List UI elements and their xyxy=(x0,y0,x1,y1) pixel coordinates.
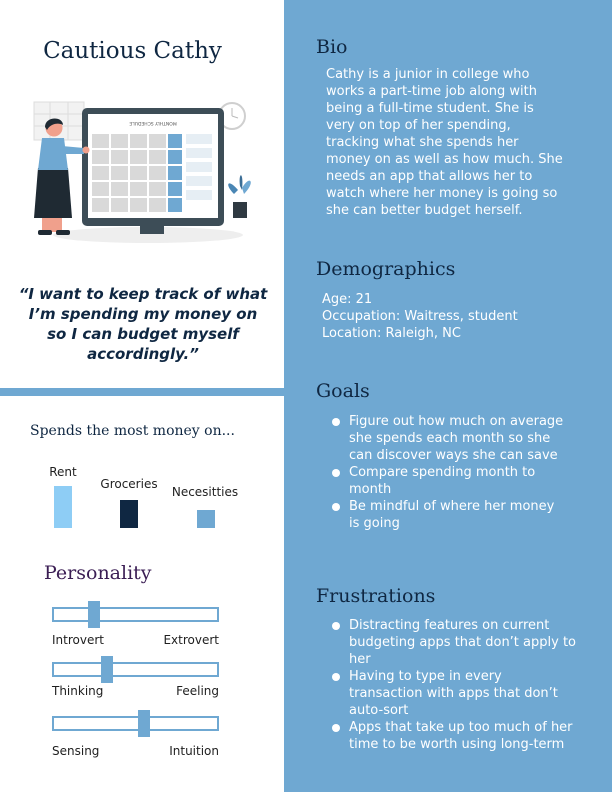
frustration-item: Having to type in every transaction with apps that don’t auto-sort xyxy=(326,668,576,719)
bar-necessities xyxy=(197,510,215,528)
bar-rent xyxy=(54,486,72,528)
demographics-list xyxy=(322,291,592,342)
demographics-location: Location: Raleigh, NC xyxy=(322,326,461,341)
slider-knob xyxy=(138,710,150,737)
calendar-title: MONTHLY SCHEDULE xyxy=(129,120,177,125)
trait-left-label: Sensing xyxy=(52,744,100,758)
persona-name: Cautious Cathy xyxy=(43,38,222,64)
frustrations-title: Frustrations xyxy=(316,585,436,607)
goal-item: Figure out how much on average she spends each month so she can discover ways she can save xyxy=(326,413,566,464)
trait-right-label: Feeling xyxy=(176,684,219,698)
frustrations-list xyxy=(326,617,576,753)
bio-title: Bio xyxy=(316,36,348,58)
goals-title: Goals xyxy=(316,380,370,402)
goals-list xyxy=(326,413,566,532)
personality-slider-sensing xyxy=(52,716,219,731)
slider-knob xyxy=(101,656,113,683)
trait-left-label: Introvert xyxy=(52,633,104,647)
frustration-item: Distracting features on current budgeting apps that don’t apply to her xyxy=(326,617,576,668)
bio-text: Cathy is a junior in college who works a part-time job along with being a full-time student. She is very on top of her spending, tracking what she spends her money on as well as how much. She needs an app that allows her to watch where her money is going so she can better budget herself. xyxy=(326,67,563,218)
trait-right-label: Intuition xyxy=(169,744,219,758)
goal-item: Compare spending month to month xyxy=(326,464,566,498)
demographics-title: Demographics xyxy=(316,258,456,280)
demographics-age: Age: 21 xyxy=(322,292,373,307)
personality-slider-introvert xyxy=(52,607,219,622)
persona-quote: “I want to keep track of what I’m spending my money on so I can budget myself accordingly.” xyxy=(18,285,268,363)
goal-item: Be mindful of where her money is going xyxy=(326,498,566,532)
bar-label-rent: Rent xyxy=(49,465,77,479)
frustration-item: Apps that take up too much of her time to be worth using long-term xyxy=(326,719,576,753)
trait-left-label: Thinking xyxy=(52,684,104,698)
bar-label-groceries: Groceries xyxy=(100,477,158,491)
personality-title: Personality xyxy=(44,562,152,584)
demographics-occupation: Occupation: Waitress, student xyxy=(322,309,518,324)
personality-slider-thinking xyxy=(52,662,219,677)
bar-label-necessities: Necesitties xyxy=(171,485,239,499)
calendar-illustration xyxy=(28,98,260,248)
section-divider xyxy=(0,388,284,396)
slider-knob xyxy=(88,601,100,628)
trait-right-label: Extrovert xyxy=(163,633,219,647)
spending-title: Spends the most money on... xyxy=(30,423,235,439)
bar-groceries xyxy=(120,500,138,528)
